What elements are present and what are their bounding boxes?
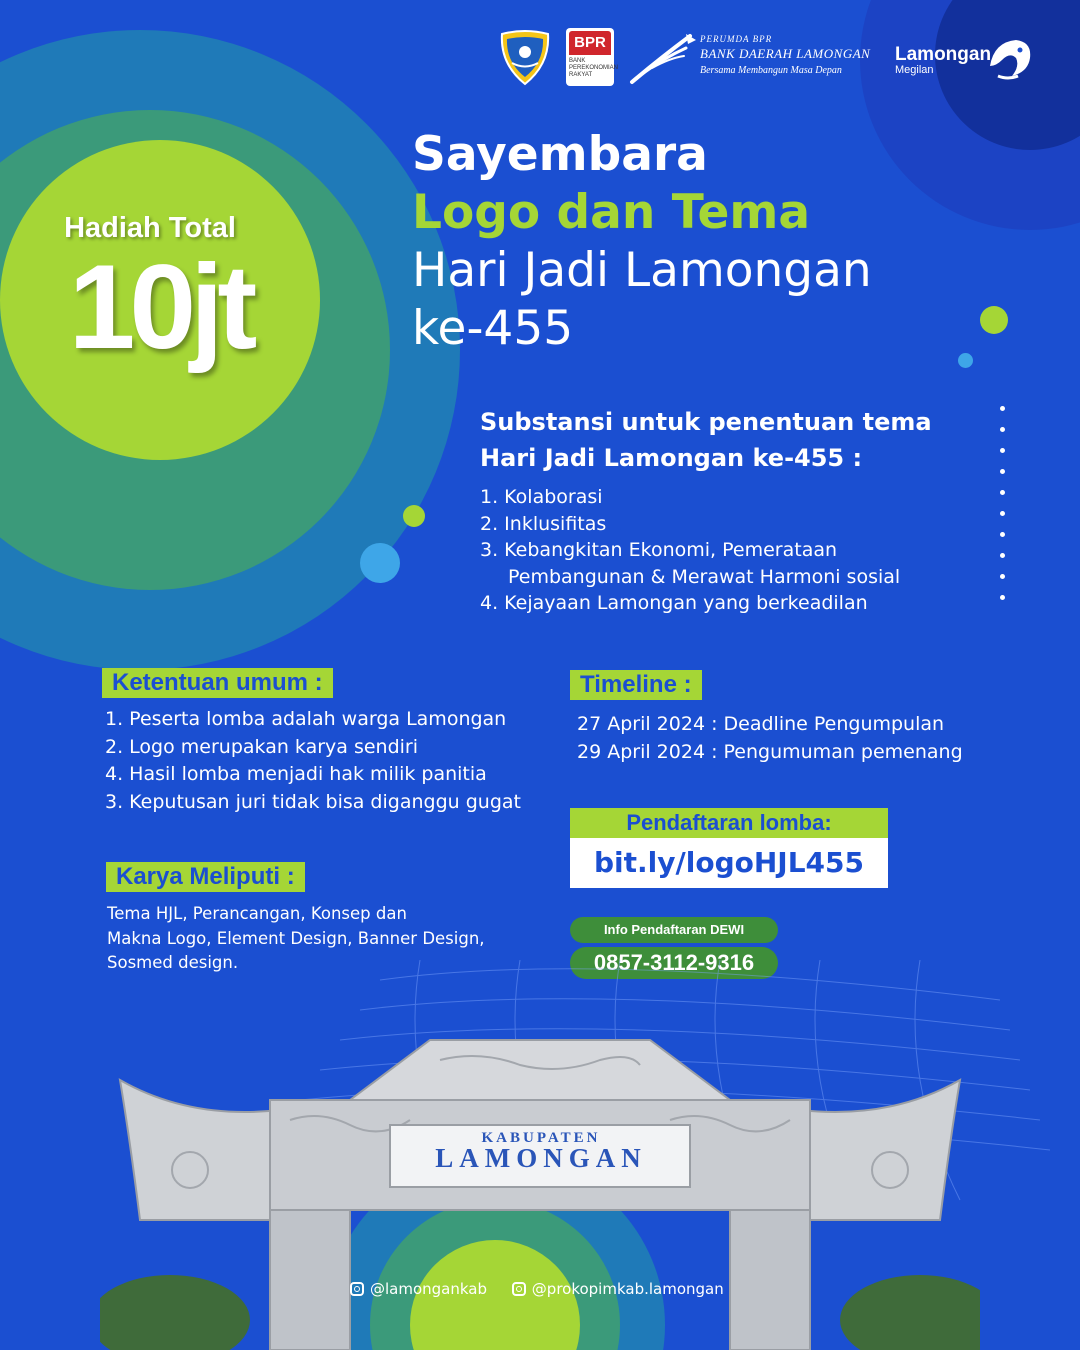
instagram-icon xyxy=(512,1282,526,1296)
lamongan-megilan-brand xyxy=(895,44,991,76)
bank-name: BANK DAERAH LAMONGAN xyxy=(700,46,871,61)
social-accounts xyxy=(350,1280,744,1300)
bank-swoosh-icon xyxy=(628,30,698,86)
list-item: 29 April 2024 : Pengumuman pemenang xyxy=(577,741,963,763)
instagram-icon xyxy=(350,1282,364,1296)
brand-sub: Megilan xyxy=(895,64,934,76)
title-line-3: Hari Jadi Lamongan xyxy=(412,243,872,298)
list-item: 1. Peserta lomba adalah warga Lamongan xyxy=(105,708,507,730)
registration-link[interactable]: bit.ly/logoHJL455 xyxy=(570,838,888,888)
substansi-section xyxy=(480,404,1000,617)
decor-dot xyxy=(958,353,973,368)
gate-plate-small: KABUPATEN xyxy=(481,1130,601,1146)
lamongan-gate-image xyxy=(100,1020,980,1350)
substansi-heading xyxy=(480,404,1000,476)
list-item: 27 April 2024 : Deadline Pengumpulan xyxy=(577,713,945,735)
substansi-heading-line: Substansi untuk penentuan tema xyxy=(480,408,932,436)
bpr-logo-title: BPR xyxy=(569,31,611,55)
list-item: Pembangunan & Merawat Harmoni sosial xyxy=(508,565,901,588)
ketentuan-list xyxy=(105,706,521,816)
list-item: 2. Logo merupakan karya sendiri xyxy=(105,735,419,758)
bank-prefix: PERUMDA BPR xyxy=(700,34,773,44)
page-title xyxy=(412,126,872,358)
prize-label: Hadiah Total xyxy=(64,212,236,244)
bpr-logo-subtitle: BANK PEREKONOMIAN RAKYAT xyxy=(569,58,619,78)
decor-dot xyxy=(980,306,1008,334)
substansi-list xyxy=(480,484,1000,617)
social-item[interactable] xyxy=(512,1280,724,1298)
prize-amount: 10jt xyxy=(68,240,252,374)
title-line-2: Logo dan Tema xyxy=(412,185,811,240)
list-item: 1. Kolaborasi xyxy=(480,486,603,508)
timeline-label: Timeline : xyxy=(570,670,702,700)
karya-line: Tema HJL, Perancangan, Konsep dan xyxy=(107,904,407,923)
list-item: 3. Keputusan juri tidak bisa diganggu gugat xyxy=(105,790,521,813)
social-item[interactable] xyxy=(350,1280,487,1298)
contact-phone[interactable]: 0857-3112-9316 xyxy=(570,947,778,979)
bank-tagline: Bersama Membangun Masa Depan xyxy=(700,65,842,76)
title-line-1: Sayembara xyxy=(412,127,708,182)
gate-name-plate xyxy=(396,1130,686,1174)
karya-line: Sosmed design. xyxy=(107,953,239,972)
list-item: 4. Hasil lomba menjadi hak milik panitia xyxy=(105,763,487,785)
brand-word: Lamongan xyxy=(895,44,992,65)
pendaftaran-label: Pendaftaran lomba: xyxy=(570,808,888,838)
karya-line: Makna Logo, Element Design, Banner Design, xyxy=(107,928,485,948)
title-line-4: ke-455 xyxy=(412,301,574,356)
fish-wave-icon xyxy=(984,32,1036,84)
social-handle: @prokopimkab.lamongan xyxy=(531,1280,724,1298)
social-handle: @lamongankab xyxy=(370,1280,488,1298)
list-item: 4. Kejayaan Lamongan yang berkeadilan xyxy=(480,592,868,614)
lamongan-regency-emblem-icon xyxy=(498,30,552,86)
list-item: 2. Inklusifitas xyxy=(480,512,607,535)
timeline-list xyxy=(577,710,963,766)
decor-vertical-dots xyxy=(1000,406,1005,616)
bpr-logo xyxy=(566,28,619,86)
gate-plate-big: LAMONGAN xyxy=(435,1143,647,1173)
decor-dot xyxy=(403,505,425,527)
list-item: 3. Kebangkitan Ekonomi, Pemerataan xyxy=(480,539,838,561)
karya-label: Karya Meliputi : xyxy=(106,862,305,892)
decor-dot xyxy=(360,543,400,583)
bank-daerah-logo-text xyxy=(700,34,890,76)
substansi-heading-line: Hari Jadi Lamongan ke-455 : xyxy=(480,444,863,472)
info-pendaftaran-label: Info Pendaftaran DEWI xyxy=(570,917,778,943)
ketentuan-label: Ketentuan umum : xyxy=(102,668,333,698)
